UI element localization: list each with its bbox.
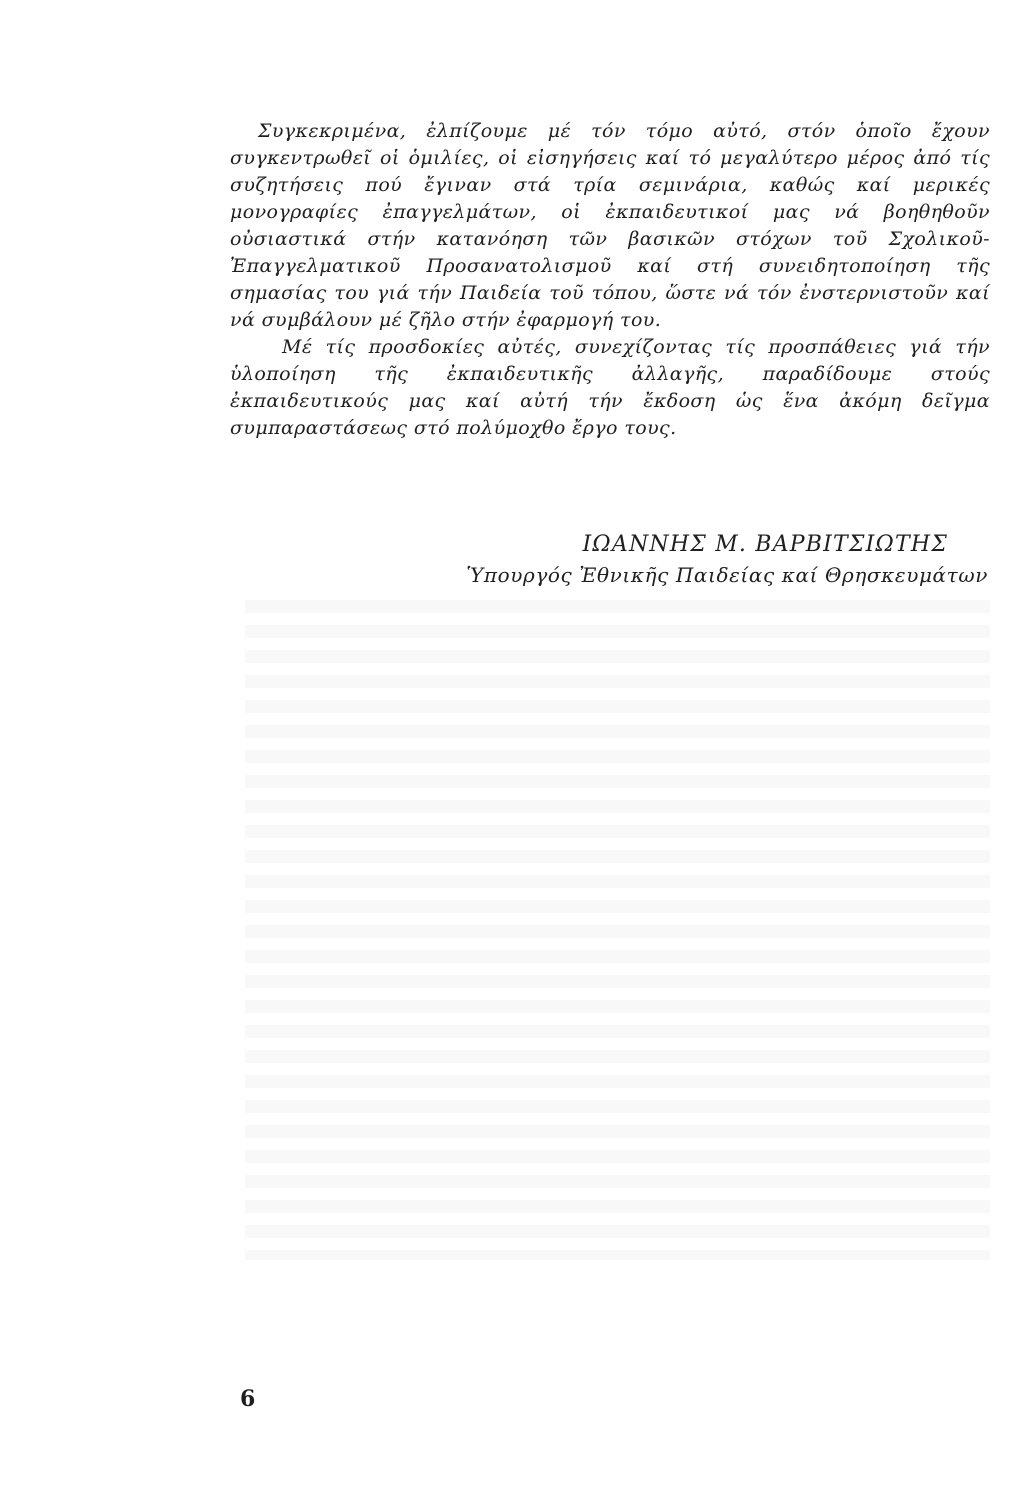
page-number: 6 bbox=[240, 1386, 256, 1412]
paragraph-2: Μέ τίς προσδοκίες αὐτές, συνεχίζοντας τίς προσπάθειες γιά τήν ὑλοποίηση τῆς ἐκπαιδευτικῆς ἀλλαγῆς, παραδίδουμε στούς ἐκπαιδευτικούς μας καί αὐτή τήν ἔκδοση ὡς ἕνα ἀκόμη δεῖγμα συμπαραστάσεως στό πολύμοχθο ἔργο τους. bbox=[230, 336, 990, 439]
body-text bbox=[230, 118, 990, 442]
signatory-title: Ὑπουργός Ἐθνικῆς Παιδείας καί Θρησκευμάτων bbox=[466, 563, 988, 587]
paragraph-1: Συγκεκριμένα, ἐλπίζουμε μέ τόν τόμο αὐτό, στόν ὁποῖο ἔχουν συγκεντρωθεῖ οἱ ὁμιλίες, οἱ εἰσηγήσεις καί τό μεγαλύτερο μέρος ἀπό τίς συζητήσεις πού ἔγιναν στά τρία σεμινάρια, καθώς καί μερικές μονογραφίες ἐπαγγελμάτων, οἱ ἐκπαιδευτικοί μας νά βοηθηθοῦν οὐσιαστικά στήν κατανόηση τῶν βασικῶν στόχων τοῦ Σχολικοῦ-Ἐπαγγελματικοῦ Προσανατολισμοῦ καί στή συνειδητοποίηση τῆς σημασίας του γιά τήν Παιδεία τοῦ τόπου, ὥστε νά τόν ἐνστερνιστοῦν καί νά συμβάλουν μέ ζῆλο στήν ἐφαρμογή του. bbox=[230, 120, 990, 331]
signature-block bbox=[466, 530, 988, 590]
signatory-name: ΙΩΑΝΝΗΣ Μ. ΒΑΡΒΙΤΣΙΩΤΗΣ bbox=[582, 532, 948, 557]
reverse-page-bleed-through bbox=[245, 600, 990, 1260]
